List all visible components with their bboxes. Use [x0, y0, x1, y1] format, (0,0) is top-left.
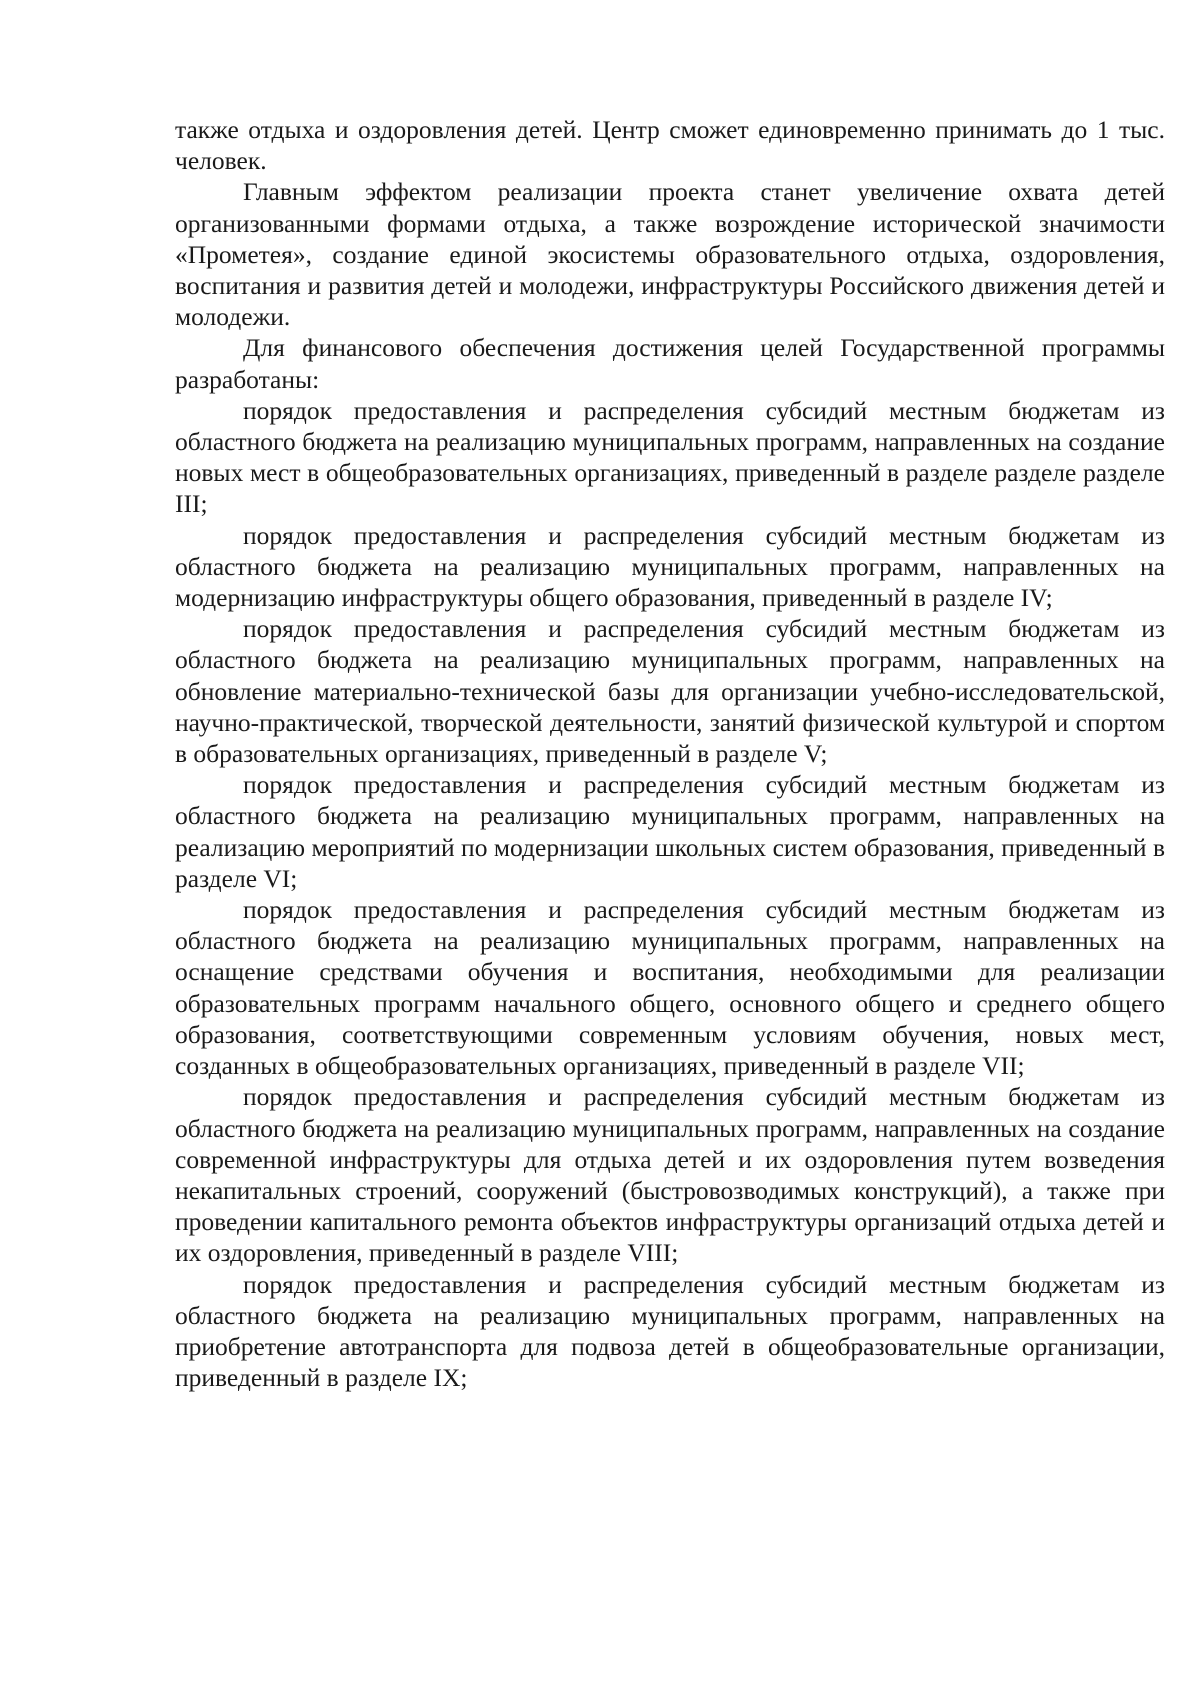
paragraph-project-effect: Главным эффектом реализации проекта станет увеличение охвата детей организованными формами отдыха, а также возрождение исторической значимости «Прометея», создание единой экосистемы образовательного отдыха, оздоровления, воспитания и развития детей и молодежи, инфраструктуры Российского движения детей и молодежи.	[175, 177, 1165, 332]
document-body	[175, 114, 1165, 1393]
paragraph-procedure-section-9: порядок предоставления и распределения субсидий местным бюджетам из областного бюджета на реализацию муниципальных программ, направленных на приобретение автотранспорта для подвоза детей в общеобразовательные организации, приведенный в разделе IX;	[175, 1269, 1165, 1393]
paragraph-procedure-section-7: порядок предоставления и распределения субсидий местным бюджетам из областного бюджета на реализацию муниципальных программ, направленных на оснащение средствами обучения и воспитания, необходимыми для реализации образовательных программ начального общего, основного общего и среднего общего образования, соответствующими современным условиям обучения, новых мест, созданных в общеобразовательных организациях, приведенный в разделе VII;	[175, 895, 1165, 1081]
paragraph-procedure-section-8: порядок предоставления и распределения субсидий местным бюджетам из областного бюджета на реализацию муниципальных программ, направленных на создание современной инфраструктуры для отдыха детей и их оздоровления путем возведения некапитальных строений, сооружений (быстровозводимых конструкций), а также при проведении капитального ремонта объектов инфраструктуры организаций отдыха детей и их оздоровления, приведенный в разделе VIII;	[175, 1082, 1165, 1268]
paragraph-financing-intro: Для финансового обеспечения достижения целей Государственной программы разработаны:	[175, 333, 1165, 394]
paragraph-continuation: также отдыха и оздоровления детей. Центр сможет единовременно принимать до 1 тыс. человек.	[175, 115, 1165, 176]
paragraph-procedure-section-5: порядок предоставления и распределения субсидий местным бюджетам из областного бюджета на реализацию муниципальных программ, направленных на обновление материально-технической базы для организации учебно-исследовательской, научно-практической, творческой деятельности, занятий физической культурой и спортом в образовательных организациях, приведенный в разделе V;	[175, 614, 1165, 769]
paragraph-procedure-section-4: порядок предоставления и распределения субсидий местным бюджетам из областного бюджета на реализацию муниципальных программ, направленных на модернизацию инфраструктуры общего образования, приведенный в разделе IV;	[175, 520, 1165, 613]
paragraph-procedure-section-6: порядок предоставления и распределения субсидий местным бюджетам из областного бюджета на реализацию муниципальных программ, направленных на реализацию мероприятий по модернизации школьных систем образования, приведенный в разделе VI;	[175, 770, 1165, 893]
paragraph-procedure-section-3: порядок предоставления и распределения субсидий местным бюджетам из областного бюджета на реализацию муниципальных программ, направленных на создание новых мест в общеобразовательных организациях, приведенный в разделе разделе разделе III;	[175, 395, 1165, 519]
